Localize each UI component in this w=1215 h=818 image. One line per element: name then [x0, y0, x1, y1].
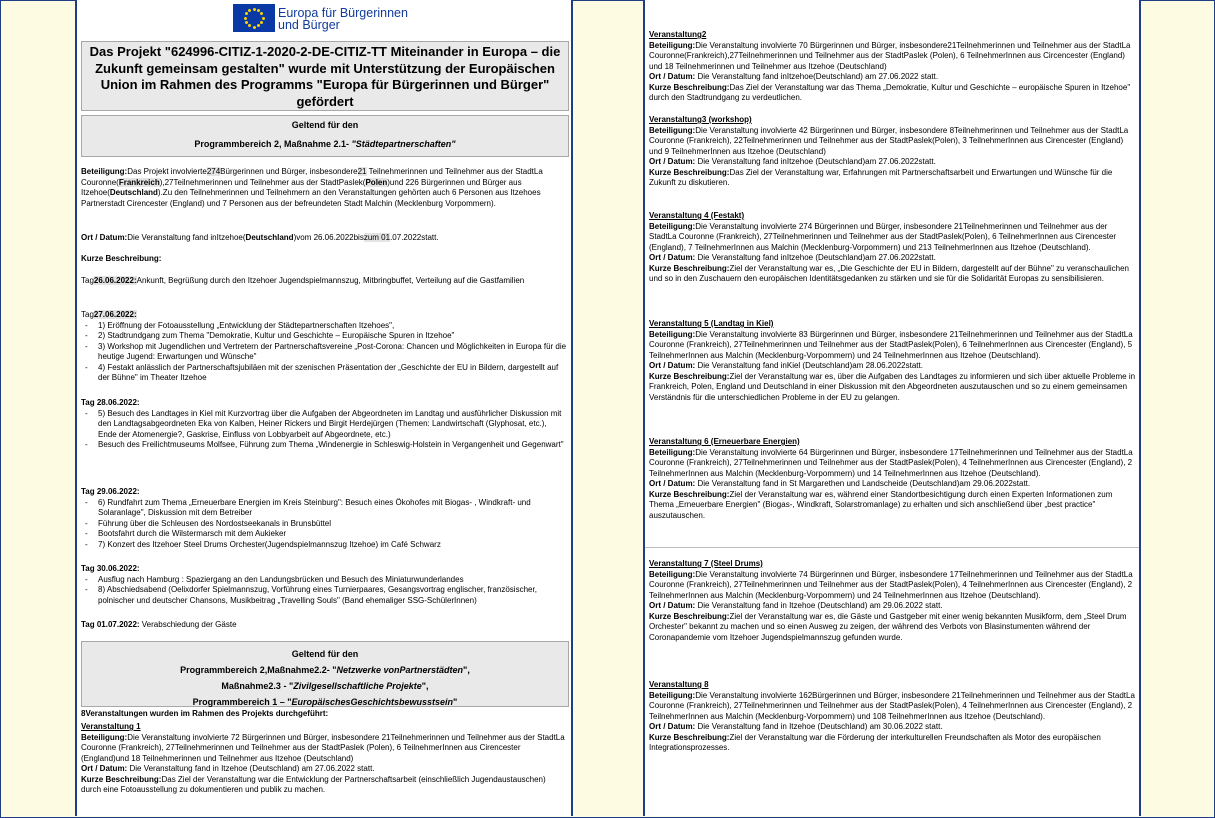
event-title: Veranstaltung 7 (Steel Drums) [649, 559, 763, 568]
day-2-item: - 2) Stadtrundgang zum Thema "Demokratie, Kultur und Geschichte – Europäische Spuren in Itzehoe" [98, 331, 567, 342]
programme-box-2-line1: Geltend für den [291, 649, 359, 659]
day-2-item: - 1) Eröffnung der Fotoausstellung „Entwicklung der Städtepartnerschaften Itzehoes", [98, 321, 567, 332]
separator-line [645, 547, 1139, 548]
eu-flag-icon [233, 4, 275, 32]
flag-star-icon [248, 24, 251, 27]
event-title: Veranstaltung 6 (Erneuerbare Energien) [649, 437, 800, 446]
event-4: Veranstaltung 4 (Festakt) Beteiligung:Die Veranstaltung involvierte 274 Bürgerinnen und Bürger, insbesondere 21Teilnehmerinnen und Teilnehmer aus der StadtLa Couronne (Frankreich), 27Teilnehmerinnen und Teilnehmer aus der StadtPaslek(Polen), 6 TeilnehmerInnen aus Cirencester (England), 7 TeilnehmerInnen aus Malchin (Mecklenburg-Vorpommern) und 213 TeilnehmerInnen aus Itzehoe (Deutschland). Ort / Datum: Die Veranstaltung fand inItzehoe (Deutschland)am 27.06.2022statt. Kurze Beschreibung:Ziel der Veranstaltung war es, „Die Geschichte der EU in Bildern, dargestellt auf der Bühne" zu veranschaulichen und so in den Zuschauern den europäischen Identitätsgedanken zu stärken und sie für die Solidarität Europas zu sensibilisieren. [649, 211, 1137, 285]
day-3: Tag 28.06.2022: - 5) Besuch des Landtages in Kiel mit Kurzvortrag über die Aufgaben der Abgeordneten im Landtag und ausführlicher Diskussion mit den Landtagsabgeordneten Eka von Kalben, Heiner Rickers und Birgit Herdejürgen (Themen: Landwirtschaft (Glyphosat, etc.), Ende der Atomenergie?, Gaskrise, Einfluss von Lobbyarbeit auf Abgeordnete, etc.) - Besuch des Freilichtmuseums Molfsee, Führung zum Thema „Windenergie in Schleswig-Holstein in Vergangenheit und Gegenwart" [81, 398, 567, 451]
day-5-item: - Ausflug nach Hamburg : Spaziergang an den Landungsbrücken und Besuch des Miniaturwunderlandes [98, 575, 567, 586]
project-title: Das Projekt "624996-CITIZ-1-2020-2-DE-CITIZ-TT Miteinander in Europa – die Zukunft gemeinsam gestalten" wurde mit Unterstützung der Europäischen Union im Rahmen des Programms "Europa für Bürgerinnen und Bürger" gefördert [81, 41, 569, 111]
event-6: Veranstaltung 6 (Erneuerbare Energien) Beteiligung:Die Veranstaltung involvierte 64 Bürgerinnen und Bürger, insbesondere 17Teilnehmerinnen und Teilnehmer aus der StadtLa Couronne (Frankreich), 27Teilnehmerinnen und Teilnehmer aus der StadtPaslek(Polen), 4 TeilnehmerInnen aus Cirencester (England), 2 TeilnehmerInnen aus Malchin (Mecklenburg-Vorpommern) und 14 TeilnehmerInnen aus Itzehoe (Deutschland). Ort / Datum: Die Veranstaltung fand in St Margarethen und Landscheide (Deutschland)am 29.06.2022statt. Kurze Beschreibung:Ziel der Veranstaltung war es, während einer Standortbesichtigung durch einen Experten Informationen zum Thema „Erneuerbare Energien" (Biogas-, Windkraft, Solarstromanlage) zu erhalten und sich anschließend über „best practice" auszutauschen. [649, 437, 1137, 521]
eu-programme-logo [233, 4, 418, 32]
beteiligung-paragraph: Beteiligung:Das Projekt involvierte274Bürgerinnen und Bürger, insbesondere21 Teilnehmerinnen und Teilnehmer aus der StadtLa Couronne(Frankreich),27Teilnehmerinnen und Teilnehmer aus der StadtPaslek(Polen)und 226 Bürgerinnen und Bürger aus Itzehoe(Deutschland).Zu den Teilnehmerinnen und Teilnehmern an den Veranstaltungen gehörten auch 6 Personen aus Itzehoes Partnerstadt Cirencester (England) und 7 Personen aus der befreundeten Stadt Malchin (Mecklenburg Vorpommern). [81, 167, 543, 208]
flag-star-icon [248, 9, 251, 12]
day-4-item: - Führung über die Schleusen des Nordostseekanals in Brunsbüttel [98, 519, 567, 530]
day-3-item: - 5) Besuch des Landtages in Kiel mit Kurzvortrag über die Aufgaben der Abgeordneten im Landtag und ausführlicher Diskussion mit den Landtagsabgeordneten Eka von Kalben, Heiner Rickers und Birgit Herdejürgen (Themen: Landwirtschaft (Glyphosat, etc.), Ende der Atomenergie?, Gaskrise, Einfluss von Lobbyarbeit auf Abgeordnete, etc.) [98, 409, 567, 441]
flag-star-icon [253, 26, 256, 29]
day-2-item: - 4) Festakt anlässlich der Partnerschaftsjubiläen mit der szenischen Präsentation der „Geschichte der EU in Bildern, dargestellt auf der Bühne" im Theater Itzehoe [98, 363, 567, 384]
day-2-item: - 3) Workshop mit Jugendlichen und Vertretern der Partnerschaftsvereine „Post-Corona: Chancen und Möglichkeiten in Europa für die heutige Jugend: Erwartungen und Wünsche" [98, 342, 567, 363]
programme-box-2-line2: Programmbereich 2,Maßnahme2.2- "Netzwerke vonPartnerstädten", [180, 665, 470, 675]
event-2: Veranstaltung2 Beteiligung:Die Veranstaltung involvierte 70 Bürgerinnen und Bürger, insbesondere21Teilnehmerinnen und Teilnehmer aus der StadtLa Couronne(Frankreich),27Teilnehmerinnen und Teilnehmer aus der StadtPaslek (Polen), 6 TeilnehmerInnen aus Circencester (England) und 18 Teilnehmerinnen und Teilnehmer aus Itzehoe (Deutschland) Ort / Datum: Die Veranstaltung fand inItzehoe(Deutschland) am 27.06.2022 statt. Kurze Beschreibung:Das Ziel der Veranstaltung war das Thema „Demokratie, Kultur und Geschichte – europäische Spuren in Itzehoe" durch den Stadtrundgang zu verdeutlichen. [649, 30, 1137, 104]
programme-box-2-line4: Programmbereich 1 – "EuropäischesGeschichtsbewusstsein" [192, 697, 458, 707]
event-title: Veranstaltung 8 [649, 680, 709, 689]
day-4: Tag 29.06.2022: - 6) Rundfahrt zum Thema „Erneuerbare Energien im Kreis Steinburg": Besuch eines Ökohofes mit Biogas- , Windkraft- und Solaranlage", Diskussion mit dem Betreiber - Führung über die Schleusen des Nordostseekanals in Brunsbüttel - Bootsfahrt durch die Wilstermarsch mit dem Aukieker - 7) Konzert des Itzehoer Steel Drums Orchester(Jugendspielmannszug Itzehoe) im Café Schwarz [81, 487, 567, 550]
document-page-1 [75, 0, 573, 816]
programme-box-1-line2: Programmbereich 2, Maßnahme 2.1- "Städtepartnerschaften" [194, 139, 456, 149]
flag-star-icon [244, 17, 247, 20]
event-title: Veranstaltung 4 (Festakt) [649, 211, 745, 220]
document-page-2 [643, 0, 1141, 816]
event-count-line: 8Veranstaltungen wurden im Rahmen des Projekts durchgeführt: [81, 709, 329, 718]
event-title: Veranstaltung2 [649, 30, 707, 39]
event-title: Veranstaltung 1 [81, 722, 141, 731]
logo-text: Europa für Bürgerinnen und Bürger [278, 6, 408, 32]
day-4-item: - Bootsfahrt durch die Wilstermarsch mit dem Aukieker [98, 529, 567, 540]
kurze-beschreibung-heading: Kurze Beschreibung: [81, 254, 162, 263]
flag-star-icon [260, 12, 263, 15]
event-7: Veranstaltung 7 (Steel Drums) Beteiligung:Die Veranstaltung involvierte 74 Bürgerinnen und Bürger, insbesondere 17Teilnehmerinnen und Teilnehmer aus der StadtLa Couronne (Frankreich), 27Teilnehmerinnen und Teilnehmer aus der StadtPaslek(Polen), 4 TeilnehmerInnen aus Cirencester (England), 2 TeilnehmerInnen aus Malchin (Mecklenburg-Vorpommern) und 24 TeilnehmerInnen aus Itzehoe (Deutschland). Ort / Datum: Die Veranstaltung fand in Itzehoe (Deutschland) am 29.06.2022 statt. Kurze Beschreibung:Ziel der Veranstaltung war es, die Gäste und Gastgeber mit einer wenig bekannten Musikform, dem „Steel Drum Orchester" bekannt zu machen und so einen Ausweg zu zeigen, der während des Verbots von Blasinstumenten während der Coronapandemie vom Itzehoer Jugendspielmannszug gefunden wurde. [649, 559, 1137, 643]
day-6: Tag 01.07.2022: Verabschiedung der Gäste [81, 620, 237, 629]
programme-box-2-line3: Maßnahme2.3 - "Zivilgesellschaftliche Projekte", [221, 681, 429, 691]
day-5: Tag 30.06.2022: - Ausflug nach Hamburg : Spaziergang an den Landungsbrücken und Besuch des Miniaturwunderlandes - 8) Abschiedsabend (Oelixdorfer Spielmannszug, Vorführung eines Turnierpaares, Gesangsvortrag englischer, französischer, polnischer und deutscher Chansons, Musikbeitrag „Travelling Souls" (Band ehemaliger SSG-SchülerInnen) [81, 564, 567, 606]
flag-star-icon [257, 9, 260, 12]
event-title: Veranstaltung3 (workshop) [649, 115, 752, 124]
day-5-item: - 8) Abschiedsabend (Oelixdorfer Spielmannszug, Vorführung eines Turnierpaares, Gesangsvortrag englischer, französischer, polnischer und deutscher Chansons, Musikbeitrag „Travelling Souls" (Band ehemaliger SSG-SchülerInnen) [98, 585, 567, 606]
day-2: Tag27.06.2022: - 1) Eröffnung der Fotoausstellung „Entwicklung der Städtepartnerschaften Itzehoes", - 2) Stadtrundgang zum Thema "Demokratie, Kultur und Geschichte – Europäische Spuren in Itzehoe" - 3) Workshop mit Jugendlichen und Vertretern der Partnerschaftsvereine „Post-Corona: Chancen und Möglichkeiten in Europa für die heutige Jugend: Erwartungen und Wünsche" - 4) Festakt anlässlich der Partnerschaftsjubiläen mit der szenischen Präsentation der „Geschichte der EU in Bildern, dargestellt auf der Bühne" im Theater Itzehoe [81, 310, 567, 384]
flag-star-icon [245, 21, 248, 24]
programme-box-1 [81, 115, 569, 157]
flag-star-icon [262, 17, 265, 20]
flag-star-icon [253, 8, 256, 11]
event-5: Veranstaltung 5 (Landtag in Kiel) Beteiligung:Die Veranstaltung involvierte 83 Bürgerinnen und Bürger, insbesondere 21Teilnehmerinnen und Teilnehmer aus der StadtLa Couronne (Frankreich), 27Teilnehmerinnen und Teilnehmer aus der StadtPaslek(Polen), 6 TeilnehmerInnen aus Cirencester (England), 5 TeilnehmerInnen aus Malchin (Mecklenburg-Vorpommern) und 24 TeilnehmerInnen aus Itzehoe (Deutschland). Ort / Datum: Die Veranstaltung fand inKiel (Deutschland)am 28.06.2022statt. Kurze Beschreibung:Ziel der Veranstaltung war es, über die Aufgaben des Landtages zu informieren und sich über aktuelle Probleme in Frankreich, Polen, England und Deutschland in einer Diskussion mit den Abgeordneten auszutauschen und so zu einem gemeinsamen Verständnis für die unterschiedlichen Probleme in der EU zu gelangen. [649, 319, 1136, 402]
programme-box-1-line1: Geltend für den [291, 120, 359, 130]
flag-star-icon [257, 24, 260, 27]
flag-star-icon [260, 21, 263, 24]
day-4-item: - 6) Rundfahrt zum Thema „Erneuerbare Energien im Kreis Steinburg": Besuch eines Ökohofes mit Biogas- , Windkraft- und Solaranlage", Diskussion mit dem Betreiber [98, 498, 567, 519]
day-1: Tag26.06.2022:Ankunft, Begrüßung durch den Itzehoer Jugendspielmannszug, Mitbringbuffet, Verteilung auf die Gastfamilien [81, 276, 525, 285]
event-3: Veranstaltung3 (workshop) Beteiligung:Die Veranstaltung involvierte 42 Bürgerinnen und Bürger, insbesondere 8Teilnehmerinnen und Teilnehmer aus der StadtLa Couronne (Frankreich), 22Teilnehmerinnen und Teilnehmer aus der StadtPaslek(Polen), 3 TeilnehmerInnen aus Cirencester (England) und 9 TeilnehmerInnen aus Itzehoe (Deutschland) Ort / Datum: Die Veranstaltung fand inItzehoe (Deutschland)am 27.06.2022statt. Kurze Beschreibung:Das Ziel der Veranstaltung war, Erfahrungen mit Partnerschaftsarbeit und Erwartungen und Wünsche für die Zukunft zu diskutieren. [649, 115, 1137, 189]
event-1: Veranstaltung 1 Beteiligung:Die Veranstaltung involvierte 72 Bürgerinnen und Bürger, insbesondere 21Teilnehmerinnen und Teilnehmer aus der StadtLa Couronne (Frankreich), 27Teilnehmerinnen und Teilnehmer aus der StadtPaslek (Polen), 6 TeilnehmerInnen aus Cirencester (England)und 18 Teilnehmerinnen und Teilnehmer aus Itzehoe (Deutschland) Ort / Datum: Die Veranstaltung fand in Itzehoe (Deutschland) am 27.06.2022 statt. Kurze Beschreibung:Das Ziel der Veranstaltung war die Entwicklung der Partnerschaftsarbeit (einschließlich Jugendaustauschen) durch eine Fotoausstellung zu dokumentieren und publik zu machen. [81, 722, 567, 796]
ort-datum-line: Ort / Datum:Die Veranstaltung fand inItzehoe(Deutschland)vom 26.06.2022biszum 01.07.2022statt. [81, 233, 439, 242]
day-4-item: - 7) Konzert des Itzehoer Steel Drums Orchester(Jugendspielmannszug Itzehoe) im Café Schwarz [98, 540, 567, 551]
event-8: Veranstaltung 8 Beteiligung:Die Veranstaltung involvierte 162Bürgerinnen und Bürger, insbesondere 21Teilnehmerinnen und Teilnehmer aus der StadtLa Couronne (Frankreich), 27Teilnehmerinnen und Teilnehmer aus der StadtPaslek(Polen), 4 TeilnehmerInnen aus Cirencester (England), 2 TeilnehmerInnen aus Malchin (Mecklenburg-Vorpommern) und 108 TeilnehmerInnen aus Itzehoe (Deutschland). Ort / Datum: Die Veranstaltung fand in Itzehoe (Deutschland) am 30.06.2022 statt. Kurze Beschreibung:Ziel der Veranstaltung war die Förderung der interkulturellen Freundschaften als Motor des europäischen Integrationsprozesses. [649, 680, 1137, 754]
programme-box-2 [81, 641, 569, 707]
event-title: Veranstaltung 5 (Landtag in Kiel) [649, 319, 774, 328]
day-3-item: - Besuch des Freilichtmuseums Molfsee, Führung zum Thema „Windenergie in Schleswig-Holstein in Vergangenheit und Gegenwart" [98, 440, 567, 451]
flag-star-icon [245, 12, 248, 15]
